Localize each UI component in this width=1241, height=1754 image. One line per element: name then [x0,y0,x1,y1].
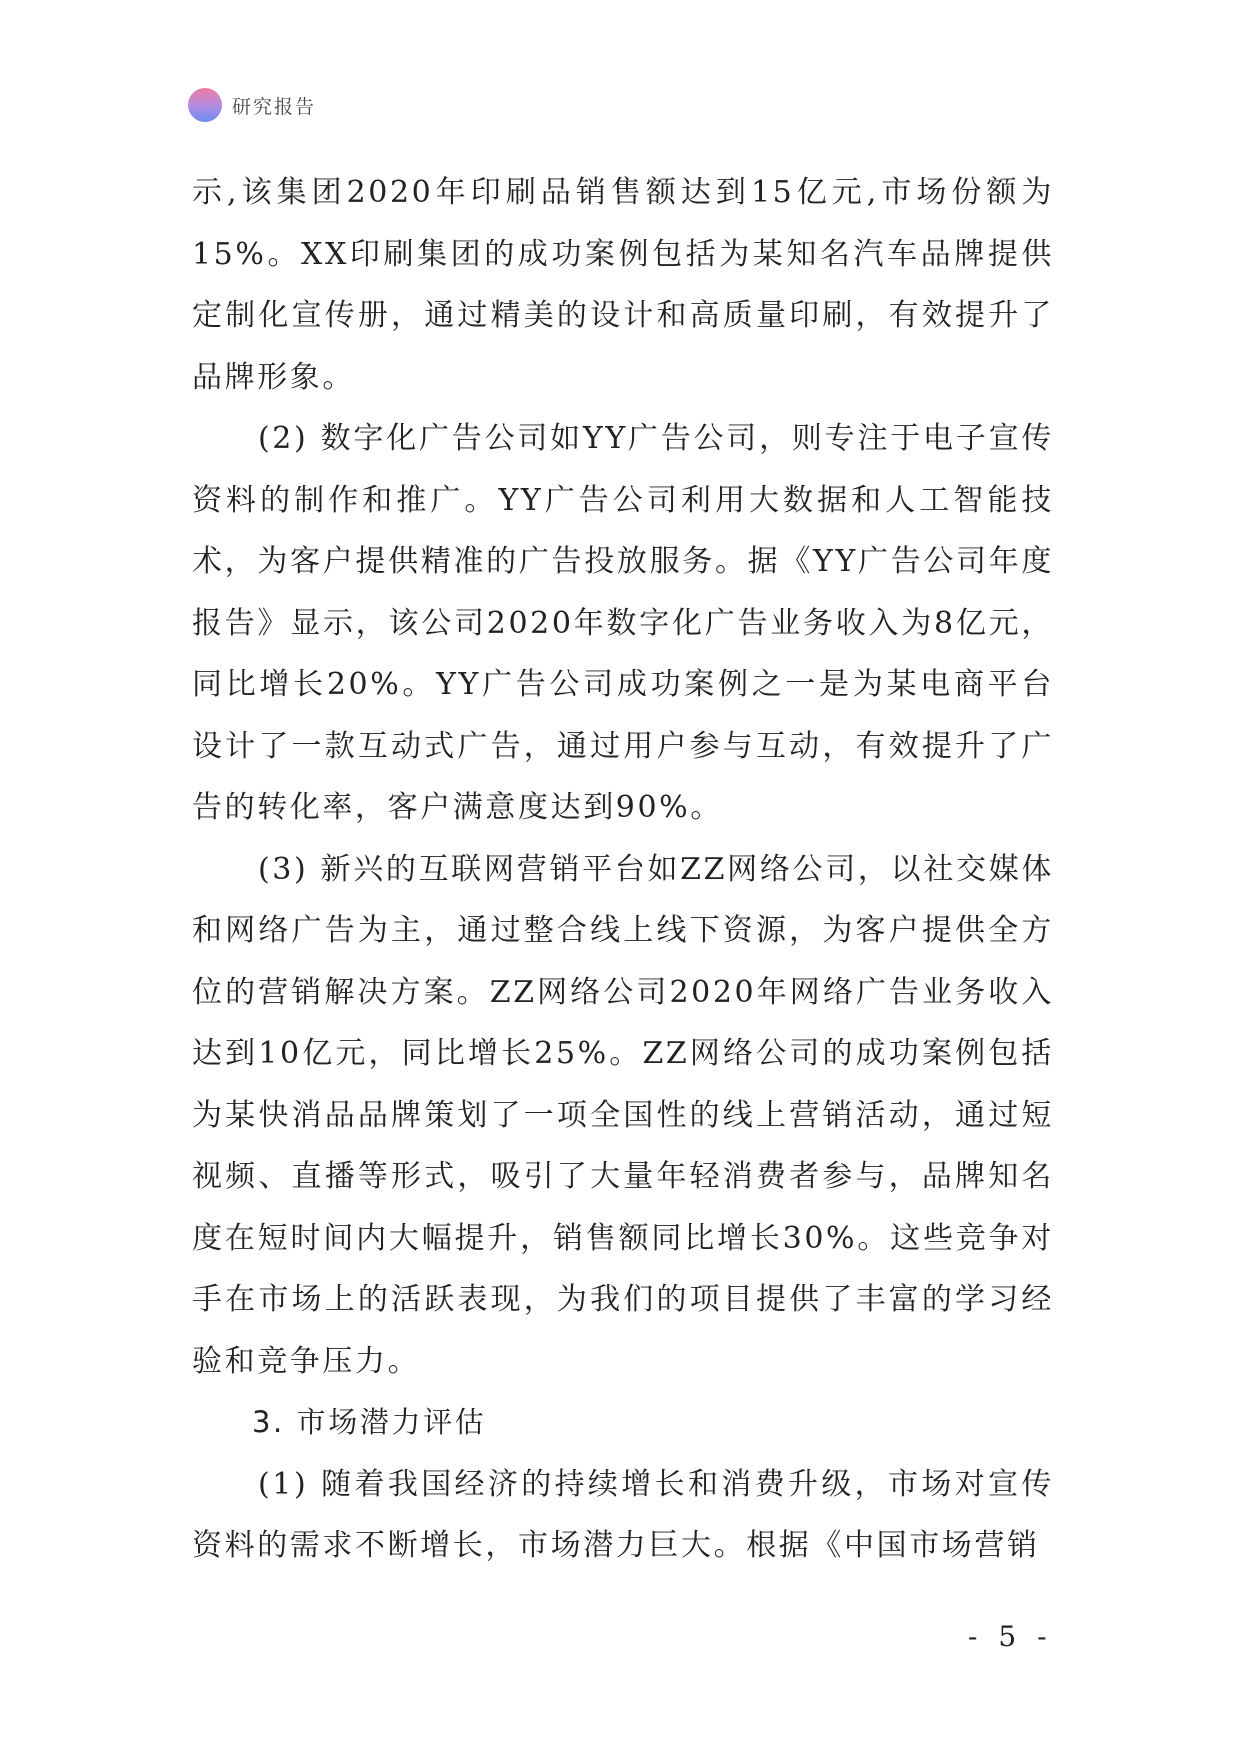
header-title: 研究报告 [232,95,317,118]
paragraph-section-3-item-1: (1) 随着我国经济的持续增长和消费升级，市场对宣传资料的需求不断增长，市场潜力巨大。根据《中国市场营销 [192,1466,1054,1563]
paragraph-item-2: (2) 数字化广告公司如YY广告公司，则专注于电子宣传资料的制作和推广。YY广告公司利用大数据和人工智能技术，为客户提供精准的广告投放服务。据《YY广告公司年度报告》显示，该公司2020年数字化广告业务收入为8亿元，同比增长20%。YY广告公司成功案例之一是为某电商平台设计了一款互动式广告，通过用户参与互动，有效提升了广告的转化率，客户满意度达到90%。 [192,421,1054,825]
paragraph-item-3: (3) 新兴的互联网营销平台如ZZ网络公司，以社交媒体和网络广告为主，通过整合线上线下资源，为客户提供全方位的营销解决方案。ZZ网络公司2020年网络广告业务收入达到10亿元，同比增长25%。ZZ网络公司的成功案例包括为某快消品品牌策划了一项全国性的线上营销活动，通过短视频、直播等形式，吸引了大量年轻消费者参与，品牌知名度在短时间内大幅提升，销售额同比增长30%。这些竞争对手在市场上的活跃表现，为我们的项目提供了丰富的学习经验和竞争压力。 [192,851,1054,1379]
document-body [192,162,1054,1577]
report-logo-icon [188,88,222,122]
page-number: - 5 - [968,1620,1053,1653]
page-header [188,88,316,122]
section-heading: 3. 市场潜力评估 [252,1405,487,1439]
paragraph-continuation: 示,该集团2020年印刷品销售额达到15亿元,市场份额为15%。XX印刷集团的成功案例包括为某知名汽车品牌提供定制化宣传册，通过精美的设计和高质量印刷，有效提升了品牌形象。 [192,175,1054,395]
